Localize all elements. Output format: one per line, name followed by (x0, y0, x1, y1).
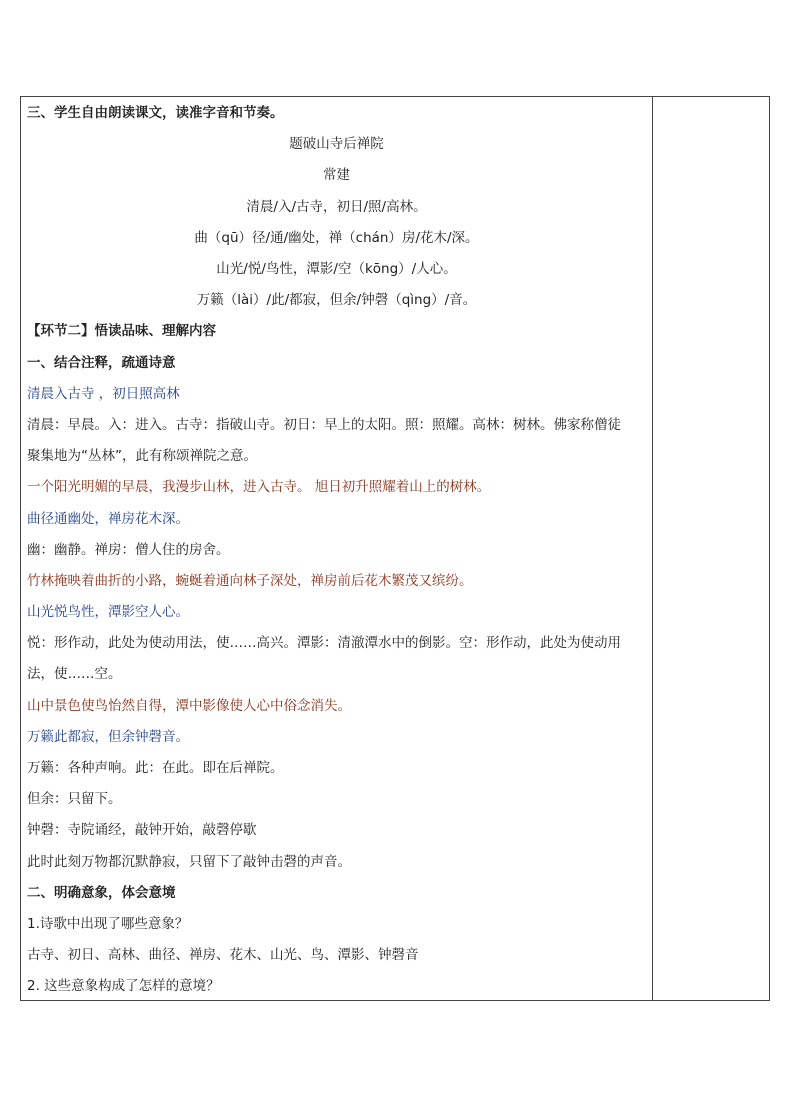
verse-line: 山光悦鸟性，潭影空人心。 (27, 604, 189, 620)
annotation-text: 万籁：各种声响。此：在此。即在后禅院。 (27, 760, 284, 776)
verse-line: 万籁此都寂，但余钟磬音。 (27, 729, 189, 745)
annotation-text: 悦：形作动，此处为使动用法，使……高兴。潭影：清澈潭水中的倒影。空：形作动，此处为使动用 (27, 635, 621, 651)
translation-text: 竹林掩映着曲折的小路，蜿蜒着通向林子深处，禅房前后花木繁茂又缤纷。 (27, 573, 473, 589)
poem-line: 万籁（lài）/此/都寂，但余/钟磬（qìng）/音。 (196, 292, 477, 308)
content-cell (21, 97, 652, 1000)
annotation-text: 法，使……空。 (27, 666, 122, 682)
section-heading: 【环节二】悟读品味、理解内容 (27, 323, 216, 339)
section-heading: 三、学生自由朗读课文，读准字音和节奏。 (27, 105, 284, 121)
answer-text: 古寺、初日、高林、曲径、禅房、花木、山光、鸟、潭影、钟磬音 (27, 947, 419, 963)
annotation-text: 幽：幽静。禅房：僧人住的房舍。 (27, 542, 230, 558)
verse-line: 清晨入古寺 ，初日照高林 (27, 386, 180, 402)
question-text: 2. 这些意象构成了怎样的意境？ (27, 978, 220, 994)
annotation-text: 钟磬：寺院诵经，敲钟开始，敲磬停歇 (27, 822, 257, 838)
poem-line: 山光/悦/鸟性，潭影/空（kōng）/人心。 (216, 261, 457, 277)
annotation-text: 聚集地为“丛林”，此有称颂禅院之意。 (27, 448, 257, 464)
poem-author: 常建 (323, 167, 350, 183)
notes-cell (653, 97, 769, 1000)
poem-line: 曲（qū）径/通/幽处，禅（chán）房/花木/深。 (194, 230, 479, 246)
poem-title: 题破山寺后禅院 (289, 136, 384, 152)
section-heading: 一、结合注释，疏通诗意 (27, 355, 176, 371)
verse-line: 曲径通幽处，禅房花木深。 (27, 511, 189, 527)
annotation-text: 但余：只留下。 (27, 791, 122, 807)
question-text: 1.诗歌中出现了哪些意象？ (27, 916, 189, 932)
annotation-text: 清晨：早晨。入：进入。古寺：指破山寺。初日：早上的太阳。照：照耀。高林：树林。佛家称僧徒 (27, 417, 621, 433)
translation-text: 一个阳光明媚的早晨，我漫步山林，进入古寺。 旭日初升照耀着山上的树林。 (27, 479, 491, 495)
poem-line: 清晨/入/古寺，初日/照/高林。 (246, 199, 427, 215)
section-heading: 二、明确意象，体会意境 (27, 885, 176, 901)
translation-text: 山中景色使鸟怡然自得，潭中影像使人心中俗念消失。 (27, 698, 351, 714)
translation-text: 此时此刻万物都沉默静寂，只留下了敲钟击磬的声音。 (27, 854, 351, 870)
lesson-table (20, 96, 770, 1001)
